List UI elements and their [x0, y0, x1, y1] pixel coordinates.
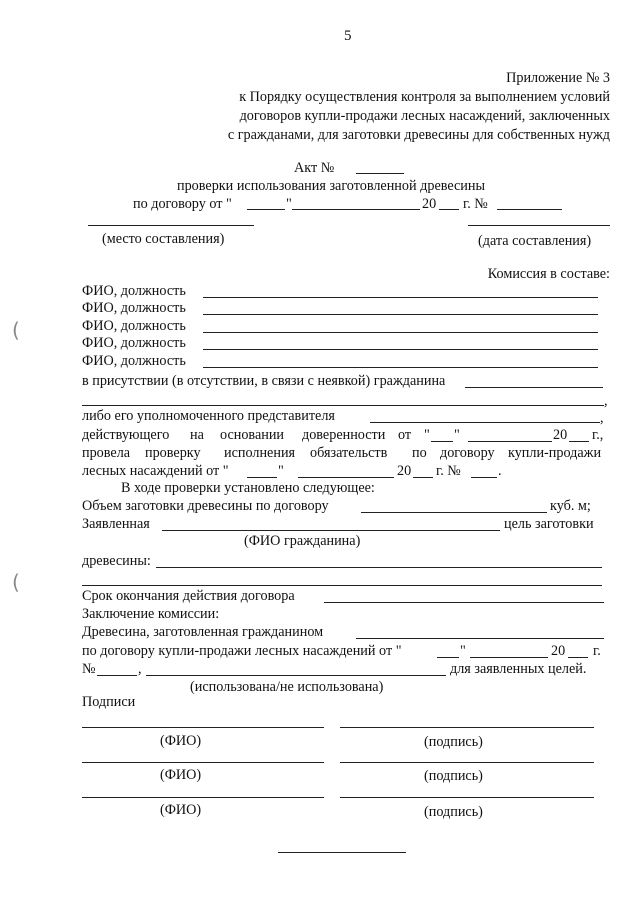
contract-day-line — [247, 209, 285, 210]
conclusion-text: Заключение комиссии: — [82, 606, 220, 622]
punch-hole-bottom: ( — [12, 570, 20, 594]
appendix-title: Приложение № 3 — [506, 70, 610, 86]
volume-unit: куб. м; — [550, 498, 591, 514]
attorney-year-line — [569, 441, 589, 442]
wood-citizen-line — [356, 638, 604, 639]
punch-hole-top: ( — [12, 318, 20, 342]
attorney-month-line — [468, 441, 552, 442]
signature-2-fio-caption: (ФИО) — [160, 767, 202, 783]
member-4-label: ФИО, должность — [82, 335, 186, 351]
page-number: 5 — [344, 28, 352, 44]
conclusion-quote-close: " — [460, 643, 466, 659]
place-line — [88, 225, 254, 226]
check-g-no: г. № — [436, 463, 461, 479]
check-twenty: 20 — [397, 463, 412, 479]
contract-number-line — [497, 209, 562, 210]
contract-number-label: г. № — [463, 196, 488, 212]
member-3-label: ФИО, должность — [82, 318, 186, 334]
purpose-text: цель заготовки — [504, 516, 594, 532]
acting-quote-open: " — [424, 427, 430, 443]
declared-line — [162, 530, 500, 531]
check-word-2: проверку — [145, 445, 201, 461]
wood-citizen-text: Древесина, заготовленная гражданином — [82, 624, 324, 640]
signature-3-fio-line — [82, 797, 324, 798]
check-quote-close: " — [278, 463, 284, 479]
for-purposes-text: для заявленных целей. — [450, 661, 587, 677]
member-5-line — [203, 367, 598, 368]
comma-1: , — [604, 393, 608, 409]
check-year-line — [413, 477, 433, 478]
commission-label: Комиссия в составе: — [487, 266, 610, 282]
check-word-7: купли-продажи — [508, 445, 602, 461]
contract-month-line — [292, 209, 420, 210]
check-word-1: провела — [82, 445, 131, 461]
check-dot: . — [498, 463, 502, 479]
citizen-name-line — [465, 387, 603, 388]
signature-3-fio-caption: (ФИО) — [160, 802, 202, 818]
acting-word-2: на — [190, 427, 204, 443]
term-text: Срок окончания действия договора — [82, 588, 295, 604]
member-4-line — [203, 349, 598, 350]
acting-word-1: действующего — [82, 427, 170, 443]
acting-twenty: 20 — [553, 427, 568, 443]
member-1-line — [203, 297, 598, 298]
used-caption: (использована/не использована) — [190, 679, 384, 695]
conclusion-day-line — [437, 657, 459, 658]
conclusion-number-line — [97, 675, 137, 676]
signature-1-fio-line — [82, 727, 324, 728]
contract-year-prefix: 20 — [422, 196, 437, 212]
member-2-label: ФИО, должность — [82, 300, 186, 316]
signature-2-fio-line — [82, 762, 324, 763]
citizen-name-line-2 — [82, 405, 604, 406]
act-number-line — [356, 173, 404, 174]
attorney-day-line — [431, 441, 453, 442]
representative-text: либо его уполномоченного представителя — [82, 408, 335, 424]
fio-citizen-caption: (ФИО гражданина) — [244, 533, 361, 549]
signature-1-sign-line — [340, 727, 594, 728]
member-2-line — [203, 314, 598, 315]
declared-text: Заявленная — [82, 516, 150, 532]
conclusion-g: г. — [593, 643, 601, 659]
date-line — [468, 225, 610, 226]
acting-word-3: основании — [220, 427, 285, 443]
acting-quote-close: " — [454, 427, 460, 443]
check-day-line — [247, 477, 277, 478]
acting-word-4: доверенности — [302, 427, 386, 443]
acting-word-5: от — [398, 427, 412, 443]
used-line — [146, 675, 446, 676]
volume-line — [361, 512, 547, 513]
signature-1-sign-caption: (подпись) — [424, 734, 483, 750]
appendix-line-4: с гражданами, для заготовки древесины для собственных нужд — [227, 127, 610, 143]
acting-g: г., — [592, 427, 604, 443]
place-caption: (место составления) — [102, 231, 225, 247]
conclusion-twenty: 20 — [551, 643, 566, 659]
contract-prefix: по договору от " — [133, 196, 232, 212]
member-5-label: ФИО, должность — [82, 353, 186, 369]
lesnyh-text: лесных насаждений от " — [82, 463, 229, 479]
appendix-line-3: договоров купли-продажи лесных насаждений, заключенных — [239, 108, 610, 124]
member-1-label: ФИО, должность — [82, 283, 186, 299]
conclusion-no: № — [82, 661, 96, 677]
comma-2: , — [600, 410, 604, 426]
signature-2-sign-line — [340, 762, 594, 763]
representative-line — [370, 422, 600, 423]
established-text: В ходе проверки установлено следующее: — [121, 480, 375, 496]
wood-text: древесины: — [82, 553, 151, 569]
act-subtitle: проверки использования заготовленной древесины — [177, 178, 486, 194]
check-word-4: обязательств — [310, 445, 388, 461]
conclusion-comma: , — [138, 661, 142, 677]
check-word-6: договору — [440, 445, 495, 461]
contract-quote-close: " — [286, 196, 292, 212]
signature-3-sign-line — [340, 797, 594, 798]
term-line — [324, 602, 604, 603]
contract-year-line — [439, 209, 459, 210]
date-caption: (дата составления) — [478, 233, 592, 249]
contract-line-text: по договору купли-продажи лесных насаждений от " — [82, 643, 402, 659]
conclusion-month-line — [470, 657, 548, 658]
check-word-5: по — [412, 445, 427, 461]
member-3-line — [203, 332, 598, 333]
act-title: Акт № — [294, 160, 335, 176]
check-month-line — [298, 477, 394, 478]
signatures-label: Подписи — [82, 694, 136, 710]
signature-2-sign-caption: (подпись) — [424, 768, 483, 784]
volume-text: Объем заготовки древесины по договору — [82, 498, 329, 514]
conclusion-year-line — [568, 657, 588, 658]
signature-3-sign-caption: (подпись) — [424, 804, 483, 820]
wood-line — [156, 567, 602, 568]
closing-rule — [278, 852, 406, 853]
signature-1-fio-caption: (ФИО) — [160, 733, 202, 749]
check-number-line — [471, 477, 497, 478]
check-word-3: исполнения — [224, 445, 296, 461]
appendix-line-2: к Порядку осуществления контроля за выполнением условий — [239, 89, 610, 105]
wood-line-2 — [82, 585, 602, 586]
presence-text: в присутствии (в отсутствии, в связи с неявкой) гражданина — [82, 373, 446, 389]
